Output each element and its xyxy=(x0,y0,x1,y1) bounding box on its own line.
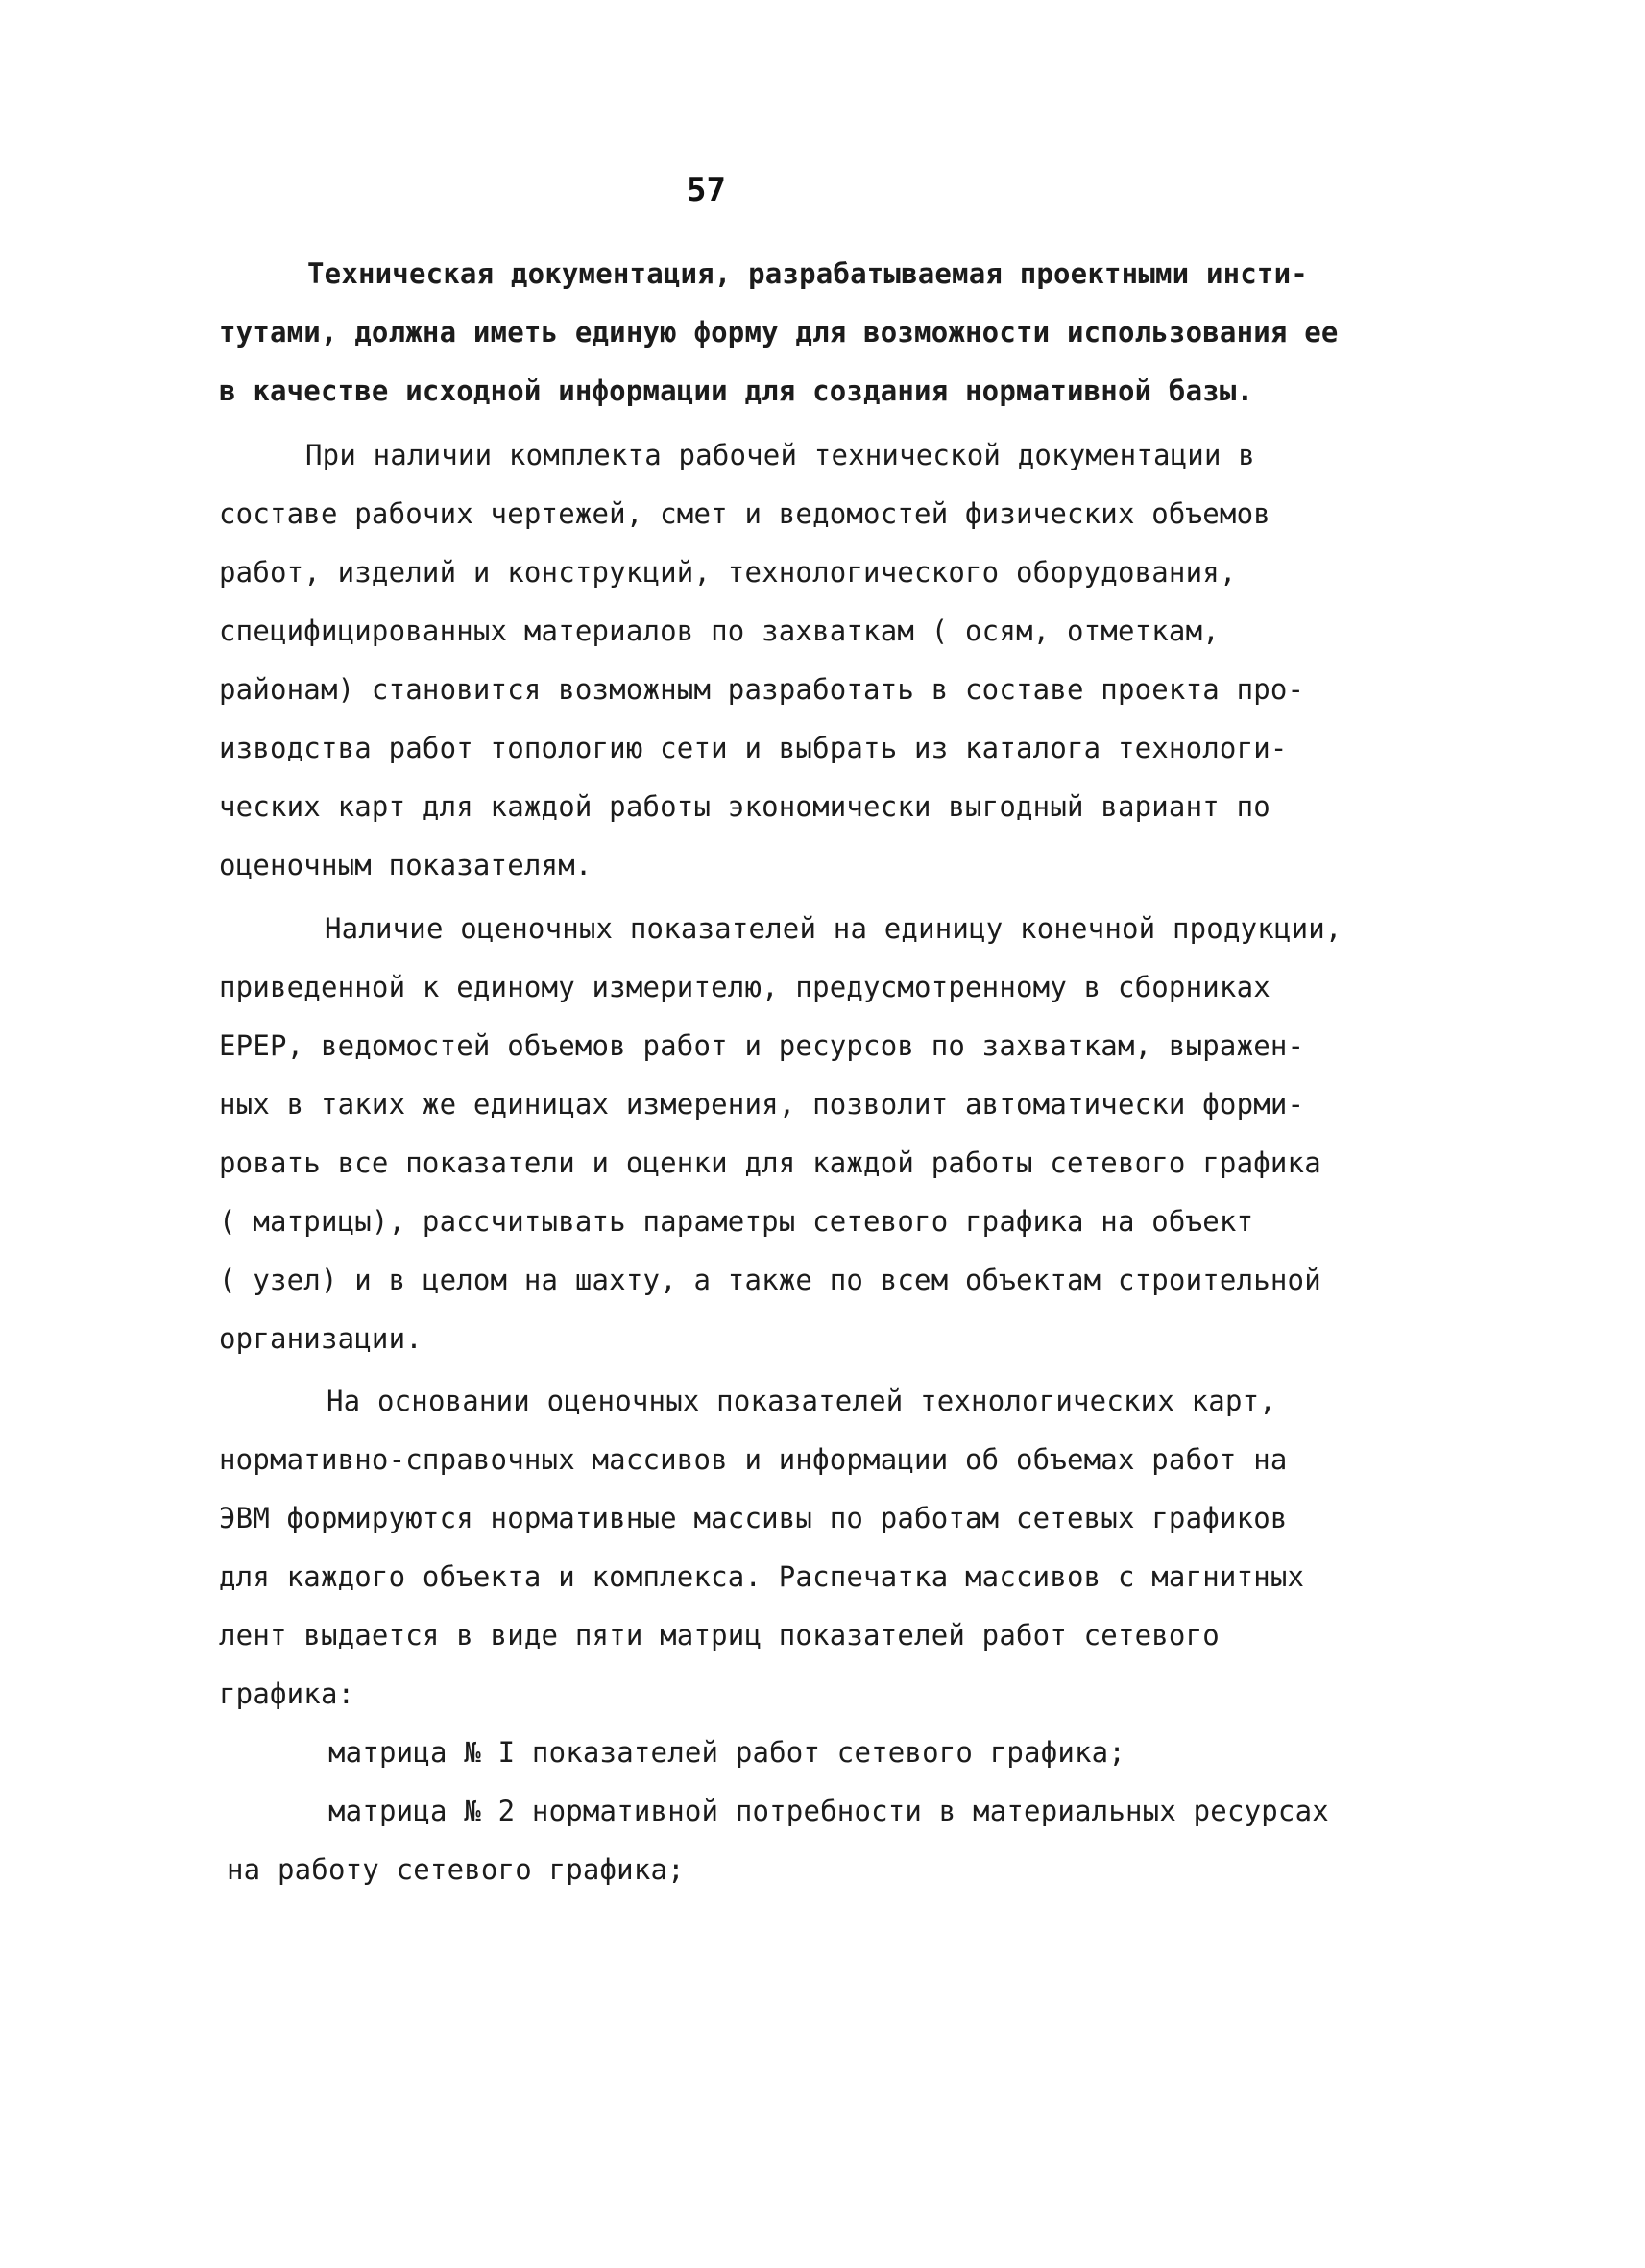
text-line: ЕРЕР, ведомостей объемов работ и ресурсов по захваткам, выражен- xyxy=(219,1029,1305,1062)
text-line: оценочным показателям. xyxy=(219,849,593,881)
text-line: графика: xyxy=(219,1677,355,1710)
text-line: На основании оценочных показателей технологических карт, xyxy=(327,1385,1276,1417)
list-item: матрица № I показателей работ сетевого графика; xyxy=(328,1736,1125,1769)
text-line: При наличии комплекта рабочей технической документации в xyxy=(305,439,1255,471)
text-line: тутами, должна иметь единую форму для возможности использования ее xyxy=(219,316,1339,349)
text-line: Техническая документация, разрабатываемая проектными инсти- xyxy=(307,257,1308,290)
text-line: в качестве исходной информации для создания нормативной базы. xyxy=(219,374,1254,407)
text-line: нормативно-справочных массивов и информации об объемах работ на xyxy=(219,1443,1288,1476)
text-line: лент выдается в виде пяти матриц показателей работ сетевого xyxy=(219,1619,1220,1652)
text-line: организации. xyxy=(219,1322,423,1355)
text-line: на работу сетевого графика; xyxy=(227,1853,685,1886)
text-line: специфицированных материалов по захваткам ( осям, отметкам, xyxy=(219,615,1220,647)
page-number: 57 xyxy=(687,171,726,209)
text-line: работ, изделий и конструкций, технологического оборудования, xyxy=(219,556,1237,589)
text-line: ческих карт для каждой работы экономически выгодный вариант по xyxy=(219,790,1270,823)
text-line: ных в таких же единицах измерения, позволит автоматически форми- xyxy=(219,1088,1305,1121)
text-line: Наличие оценочных показателей на единицу конечной продукции, xyxy=(325,912,1343,945)
text-line: составе рабочих чертежей, смет и ведомостей физических объемов xyxy=(219,497,1270,530)
text-line: для каждого объекта и комплекса. Распечатка массивов с магнитных xyxy=(219,1560,1305,1593)
text-line: ( матрицы), рассчитывать параметры сетевого графика на объект xyxy=(219,1205,1254,1238)
text-line: ( узел) и в целом на шахту, а также по всем объектам строительной xyxy=(219,1264,1321,1296)
text-line: ровать все показатели и оценки для каждой работы сетевого графика xyxy=(219,1146,1321,1179)
text-line: приведенной к единому измерителю, предусмотренному в сборниках xyxy=(219,971,1270,1003)
list-item: матрица № 2 нормативной потребности в материальных ресурсах xyxy=(328,1795,1329,1827)
text-line: изводства работ топологию сети и выбрать из каталога технологи- xyxy=(219,732,1288,764)
text-line: районам) становится возможным разработать в составе проекта про- xyxy=(219,673,1305,706)
text-line: ЭВМ формируются нормативные массивы по работам сетевых графиков xyxy=(219,1502,1288,1534)
